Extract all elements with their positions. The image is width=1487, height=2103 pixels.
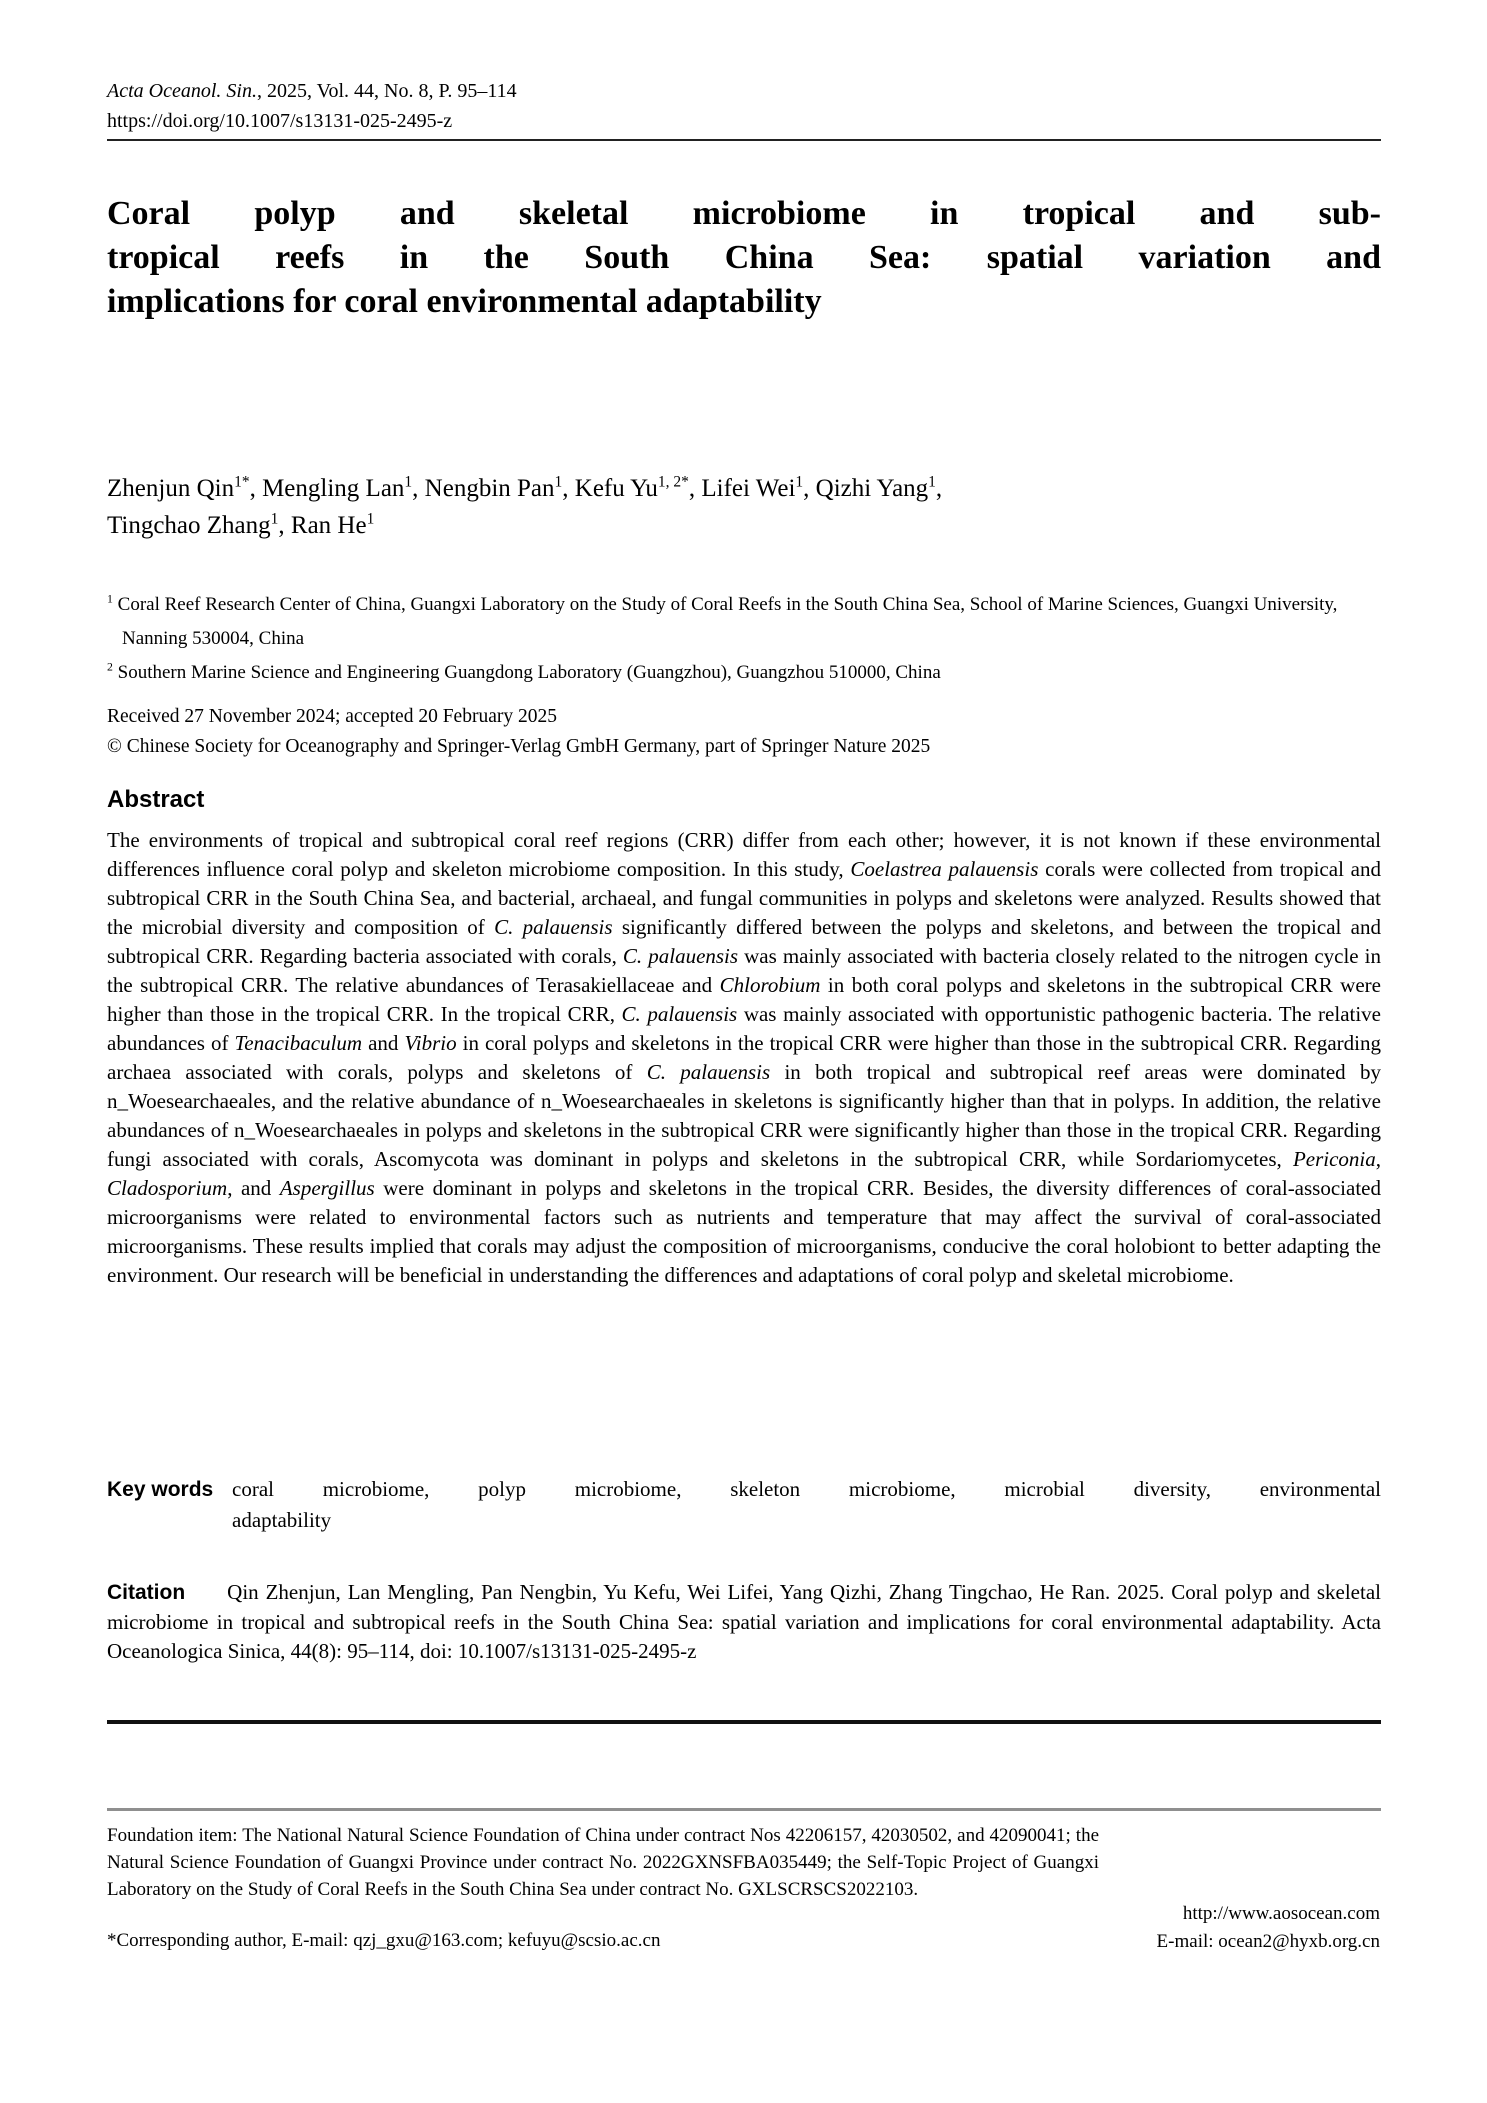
foundation-item-note: Foundation item: The National Natural Science Foundation of China under contract Nos 42206157, 42030502, and 42090041; the Natural Science Foundation of Guangxi Province under contract No. 2022GXNSFBA035449; the Self-Topic Project of Guangxi Laboratory on the Study of Coral Reefs in the South China Sea under contract No. GXLSCRSCS2022103. bbox=[107, 1825, 1099, 1900]
affiliation-1-marker: 1 bbox=[107, 592, 113, 606]
paper-title-line-3: implications for coral environmental adaptability bbox=[107, 283, 822, 320]
affiliation-2-text: Southern Marine Science and Engineering Guangdong Laboratory (Guangzhou), Guangzhou 510000, China bbox=[117, 662, 941, 683]
keywords-label: Key words bbox=[107, 1478, 214, 1501]
footnote-divider-rule bbox=[107, 1808, 1381, 1811]
affiliation-2-marker: 2 bbox=[107, 660, 113, 674]
affiliation-1-text: Coral Reef Research Center of China, Guangxi Laboratory on the Study of Coral Reefs in the South China Sea, School of Marine Sciences, Guangxi University, Nanning 530004, China bbox=[117, 594, 1338, 649]
citation-label: Citation bbox=[107, 1581, 186, 1604]
journal-website-link[interactable]: http://www.aosocean.com bbox=[1182, 1903, 1380, 1924]
abstract-heading: Abstract bbox=[107, 786, 205, 813]
journal-header-line bbox=[107, 80, 1381, 103]
affiliation-list bbox=[107, 588, 1381, 690]
journal-abbrev: Acta Oceanol. Sin. bbox=[107, 80, 257, 102]
keywords-text: coral microbiome, polyp microbiome, skeleton microbiome, microbial diversity, environmental adaptability bbox=[232, 1477, 1381, 1532]
citation-text: Qin Zhenjun, Lan Mengling, Pan Nengbin, Yu Kefu, Wei Lifei, Yang Qizhi, Zhang Tingchao, He Ran. 2025. Coral polyp and skeletal microbiome in tropical and subtropical reefs in the South China Sea: spatial variation and implications for coral environmental adaptability. Acta Oceanologica Sinica, 44(8): 95–114, doi: 10.1007/s13131-025-2495-z bbox=[107, 1580, 1381, 1663]
paper-title-line-1: Coral polyp and skeletal microbiome in tropical and sub- bbox=[107, 195, 1381, 232]
section-divider-rule bbox=[107, 1720, 1381, 1724]
affiliation-item-1 bbox=[107, 588, 1381, 656]
received-accepted-line: Received 27 November 2024; accepted 20 February 2025 bbox=[107, 706, 557, 727]
citation-block bbox=[107, 1578, 1381, 1667]
paper-title bbox=[107, 192, 1381, 324]
author-list: Zhenjun Qin$^{1*}$, Mengling Lan$^1$, Nengbin Pan$^1$, Kefu $Yu^{1, 2*}$, Lifei Wei$^1$, Qizhi Yang$^1$, Tingchao Zhang$^1$, Ran He$^1$ bbox=[107, 473, 943, 539]
header-divider-rule bbox=[107, 139, 1381, 141]
journal-email-line: E-mail: ocean2@hyxb.org.cn bbox=[1156, 1931, 1380, 1952]
copyright-line: © Chinese Society for Oceanography and Springer-Verlag GmbH Germany, part of Springer Nature 2025 bbox=[107, 736, 931, 757]
keywords-block bbox=[107, 1474, 1381, 1536]
paper-title-line-2: tropical reefs in the South China Sea: spatial variation and bbox=[107, 239, 1381, 276]
abstract-text: The environments of tropical and subtropical coral reef regions (CRR) differ from each other; however, it is not known if these environmental differences influence coral polyp and skeleton microbiome composition. In this study, Coelastrea palauensis corals were collected from tropical and subtropical CRR in the South China Sea, and bacterial, archaeal, and fungal communities in polyps and skeletons were analyzed. Results showed that the microbial diversity and composition of C. palauensis significantly differed between the polyps and skeletons, and between the tropical and subtropical CRR. Regarding bacteria associated with corals, C. palauensis was mainly associated with bacteria closely related to the nitrogen cycle in the subtropical CRR. The relative abundances of Terasakiellaceae and Chlorobium in both coral polyps and skeletons in the subtropical CRR were higher than those in the tropical CRR. In the tropical CRR, C. palauensis was mainly associated with opportunistic pathogenic bacteria. The relative abundances of Tenacibaculum and Vibrio in coral polyps and skeletons in the tropical CRR were higher than those in the subtropical CRR. Regarding archaea associated with corals, polyps and skeletons of C. palauensis in both tropical and subtropical reef areas were dominated by n_Woesearchaeales, and the relative abundance of n_Woesearchaeales in skeletons is significantly higher than that in polyps. In addition, the relative abundances of n_Woesearchaeales in polyps and skeletons in the subtropical CRR were significantly higher than those in the tropical CRR. Regarding fungi associated with corals, Ascomycota was dominant in polyps and skeletons in the subtropical CRR, while Sordariomycetes, Periconia, Cladosporium, and Aspergillus were dominant in polyps and skeletons in the tropical CRR. Besides, the diversity differences of coral-associated microorganisms were related to environmental factors such as nutrients and temperature that may affect the survival of coral-associated microorganisms. These results implied that corals may adjust the composition of microorganisms, conducive the coral holobiont to better adapting the environment. Our research will be beneficial in understanding the differences and adaptations of coral polyp and skeletal microbiome. bbox=[107, 828, 1382, 1287]
doi-link[interactable]: https://doi.org/10.1007/s13131-025-2495-z bbox=[107, 110, 453, 132]
affiliation-item-2 bbox=[107, 656, 1381, 690]
issue-info: , 2025, Vol. 44, No. 8, P. 95–114 bbox=[256, 80, 517, 102]
corresponding-author-note: *Corresponding author, E-mail: qzj_gxu@163.com; kefuyu@scsio.ac.cn bbox=[107, 1930, 661, 1951]
